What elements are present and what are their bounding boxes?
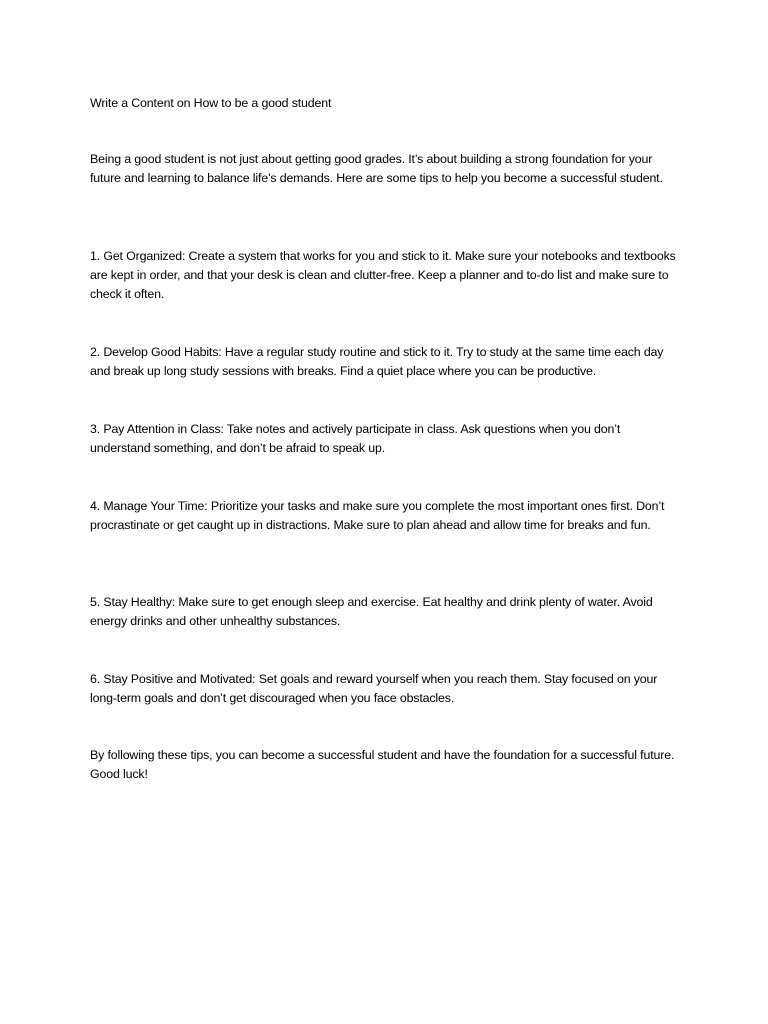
conclusion-paragraph: By following these tips, you can become a successful student and have the foundation for a successful future. Good luck! [90, 748, 675, 781]
tip-paragraph-pay-attention: 3. Pay Attention in Class: Take notes and actively participate in class. Ask questions when you don’t understand something, and don’t be afraid to speak up. [90, 422, 621, 455]
tip-paragraph-manage-time: 4. Manage Your Time: Prioritize your tasks and make sure you complete the most important ones first. Don’t procrastinate or get caught up in distractions. Make sure to plan ahead and allow time for breaks and fun. [90, 499, 665, 532]
document-title: Write a Content on How to be a good student [90, 96, 332, 110]
tip-paragraph-stay-positive: 6. Stay Positive and Motivated: Set goals and reward yourself when you reach them. Stay focused on your long-term goals and don’t get discouraged when you face obstacles. [90, 672, 658, 705]
tip-paragraph-develop-good-habits: 2. Develop Good Habits: Have a regular study routine and stick to it. Try to study at the same time each day and break up long study sessions with breaks. Find a quiet place where you can be productive. [90, 345, 664, 378]
intro-paragraph: Being a good student is not just about getting good grades. It’s about building a strong foundation for your future and learning to balance life’s demands. Here are some tips to help you become a successful student. [90, 152, 663, 185]
tip-paragraph-stay-healthy: 5. Stay Healthy: Make sure to get enough sleep and exercise. Eat healthy and drink plenty of water. Avoid energy drinks and other unhealthy substances. [90, 595, 653, 628]
tip-paragraph-get-organized: 1. Get Organized: Create a system that works for you and stick to it. Make sure your notebooks and textbooks are kept in order, and that your desk is clean and clutter-free. Keep a planner and to-do list and make sure to check it often. [90, 249, 676, 301]
